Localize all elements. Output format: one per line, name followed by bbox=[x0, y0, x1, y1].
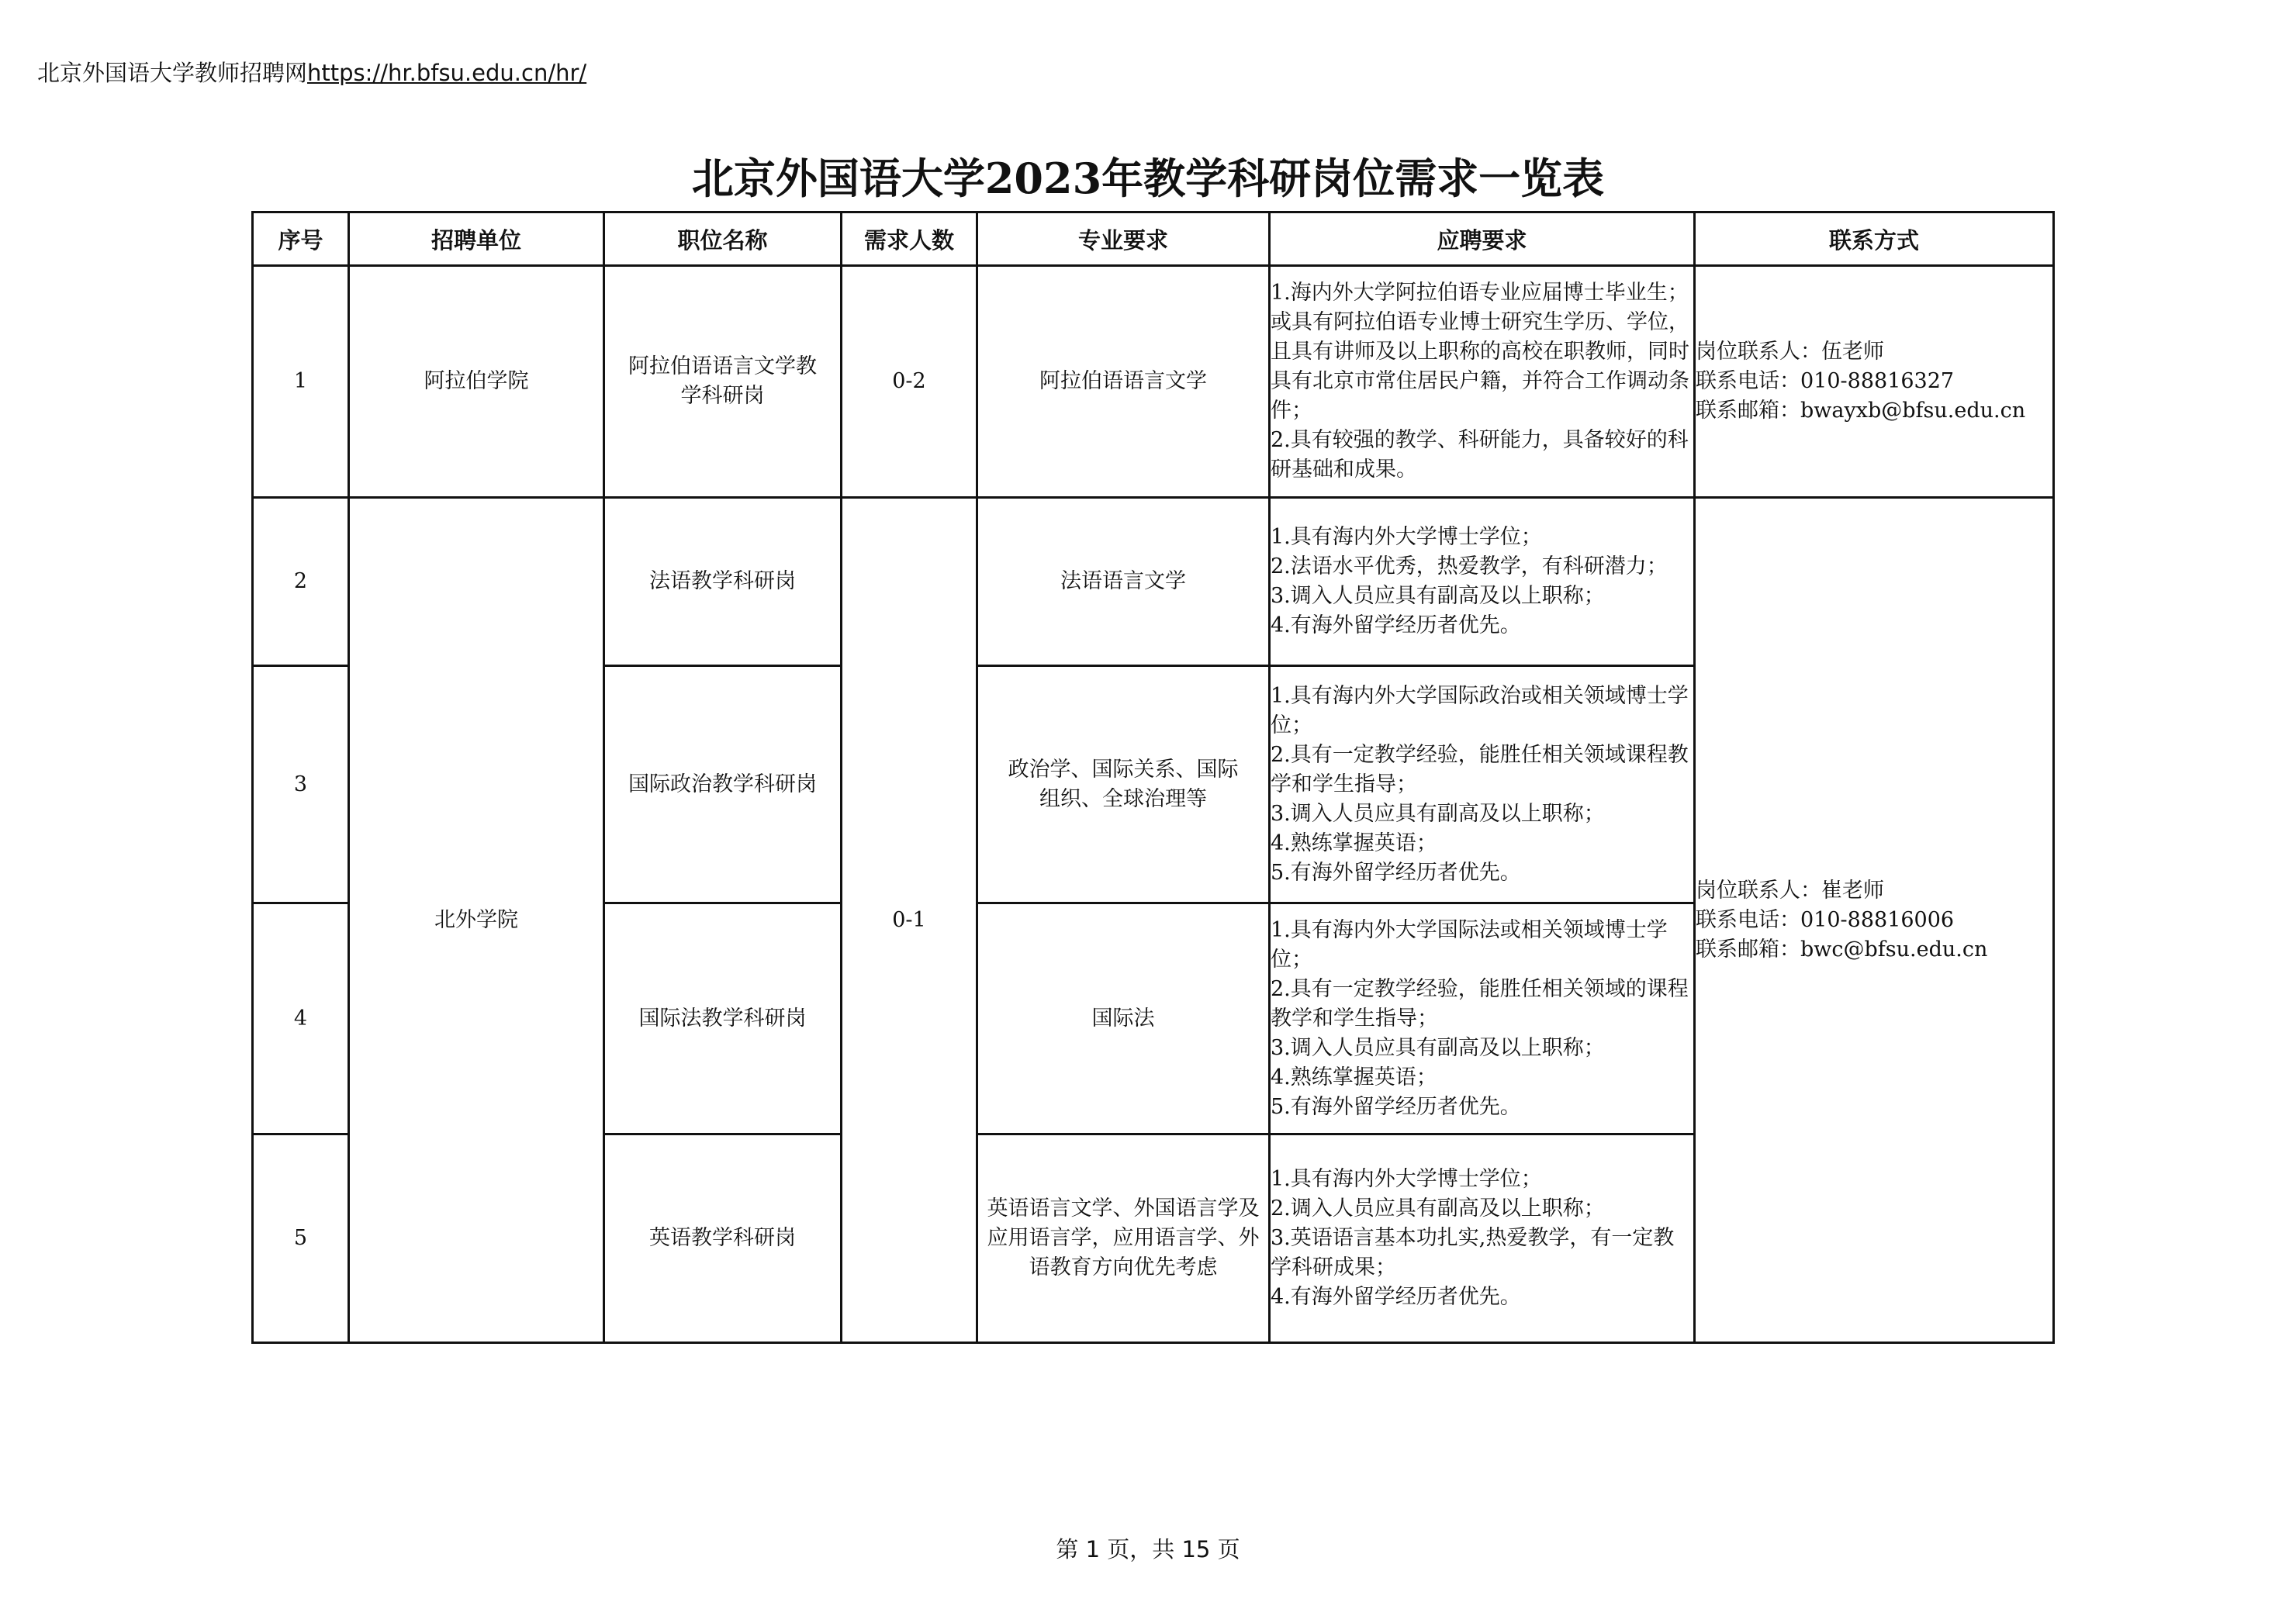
requirement-item: 5.有海外留学经历者优先。 bbox=[1271, 1094, 1521, 1119]
major-requirement: 法语语言文学 bbox=[977, 498, 1270, 666]
application-requirements bbox=[1270, 498, 1695, 666]
application-requirements bbox=[1270, 666, 1695, 903]
requirement-item: 2.具有一定教学经验，能胜任相关领域的课程教学和学生指导； bbox=[1271, 976, 1689, 1031]
row-number: 2 bbox=[253, 498, 349, 666]
requirement-item: 1.具有海内外大学国际法或相关领域博士学位； bbox=[1271, 917, 1668, 972]
document-title: 北京外国语大学2023年教学科研岗位需求一览表 bbox=[691, 154, 1605, 203]
requirement-item: 5.有海外留学经历者优先。 bbox=[1271, 860, 1521, 885]
position-name bbox=[604, 266, 842, 498]
requirement-item: 1.具有海内外大学博士学位； bbox=[1271, 1167, 1542, 1191]
column-header-major: 专业要求 bbox=[977, 212, 1270, 266]
requirement-item: 3.英语语言基本功扎实,热爱教学，有一定教学科研成果； bbox=[1271, 1226, 1675, 1279]
major-requirement: 英语语言文学、外国语言学及应用语言学，应用语言学、外语教育方向优先考虑 bbox=[977, 1134, 1270, 1343]
requirement-item: 4.熟练掌握英语； bbox=[1271, 1065, 1437, 1089]
column-header-count: 需求人数 bbox=[842, 212, 977, 266]
requirement-item: 4.有海外留学经历者优先。 bbox=[1271, 1285, 1521, 1309]
application-requirements bbox=[1270, 266, 1695, 498]
position-name: 国际政治教学科研岗 bbox=[604, 666, 842, 903]
requirement-item: 2.具有较强的教学、科研能力，具备较好的科研基础和成果。 bbox=[1271, 428, 1689, 482]
row-number: 3 bbox=[253, 666, 349, 903]
requirement-item: 3.调入人员应具有副高及以上职称； bbox=[1271, 801, 1605, 826]
major-requirement bbox=[977, 666, 1270, 903]
column-header-no: 序号 bbox=[253, 212, 349, 266]
major-requirement-text: 政治学、国际关系、国际组织、全球治理等 bbox=[1008, 757, 1239, 811]
headcount: 0-1 bbox=[842, 498, 977, 1343]
column-header-unit: 招聘单位 bbox=[349, 212, 604, 266]
column-header-requirements: 应聘要求 bbox=[1270, 212, 1695, 266]
page-header bbox=[37, 57, 586, 88]
column-header-position: 职位名称 bbox=[604, 212, 842, 266]
requirement-item: 3.调入人员应具有副高及以上职称； bbox=[1271, 584, 1605, 608]
positions-table bbox=[251, 211, 2055, 1344]
major-requirement: 阿拉伯语语言文学 bbox=[977, 266, 1270, 498]
hiring-unit: 阿拉伯学院 bbox=[349, 266, 604, 498]
contact-phone: 联系电话：010-88816006 bbox=[1696, 907, 1955, 932]
contact-info bbox=[1695, 266, 2054, 498]
requirement-item: 2.法语水平优秀，热爱教学，有科研潜力； bbox=[1271, 554, 1668, 578]
row-number: 4 bbox=[253, 903, 349, 1134]
requirement-item: 4.熟练掌握英语； bbox=[1271, 830, 1437, 855]
position-name: 英语教学科研岗 bbox=[604, 1134, 842, 1343]
page-footer: 第 1 页，共 15 页 bbox=[1056, 1536, 1240, 1563]
contact-email: 联系邮箱：bwayxb@bfsu.edu.cn bbox=[1696, 399, 2026, 423]
position-name-text: 阿拉伯语语言文学教学科研岗 bbox=[628, 354, 817, 408]
requirement-item: 2.具有一定教学经验，能胜任相关领域课程教学和学生指导； bbox=[1271, 742, 1689, 796]
requirement-item: 2.调入人员应具有副高及以上职称； bbox=[1271, 1197, 1605, 1221]
table-row bbox=[253, 266, 2054, 498]
application-requirements bbox=[1270, 903, 1695, 1134]
recruitment-site-link[interactable]: https://hr.bfsu.edu.cn/hr/ bbox=[307, 60, 587, 86]
header-org-text: 北京外国语大学教师招聘网 bbox=[37, 60, 308, 86]
major-requirement: 国际法 bbox=[977, 903, 1270, 1134]
table-header-row bbox=[253, 212, 2054, 266]
requirement-item: 3.调入人员应具有副高及以上职称； bbox=[1271, 1035, 1605, 1060]
requirement-item: 1.具有海内外大学国际政治或相关领域博士学位； bbox=[1271, 683, 1689, 737]
headcount: 0-2 bbox=[842, 266, 977, 498]
application-requirements bbox=[1270, 1134, 1695, 1343]
hiring-unit: 北外学院 bbox=[349, 498, 604, 1343]
row-number: 5 bbox=[253, 1134, 349, 1343]
requirement-item: 4.有海外留学经历者优先。 bbox=[1271, 613, 1521, 637]
requirement-item: 1.具有海内外大学博士学位； bbox=[1271, 525, 1542, 549]
requirement-item: 1.海内外大学阿拉伯语专业应届博士毕业生；或具有阿拉伯语专业博士研究生学历、学位，且具有讲师及以上职称的高校在职教师，同时具有北京市常住居民户籍，并符合工作调动条件； bbox=[1271, 281, 1689, 423]
contact-phone: 联系电话：010-88816327 bbox=[1696, 369, 1955, 393]
contact-info bbox=[1695, 498, 2054, 1343]
contact-person: 岗位联系人：崔老师 bbox=[1696, 878, 1884, 903]
contact-person: 岗位联系人：伍老师 bbox=[1696, 340, 1884, 364]
column-header-contact: 联系方式 bbox=[1695, 212, 2054, 266]
row-number: 1 bbox=[253, 266, 349, 498]
position-name: 法语教学科研岗 bbox=[604, 498, 842, 666]
position-name: 国际法教学科研岗 bbox=[604, 903, 842, 1134]
table-row bbox=[253, 498, 2054, 666]
contact-email: 联系邮箱：bwc@bfsu.edu.cn bbox=[1696, 937, 1988, 962]
